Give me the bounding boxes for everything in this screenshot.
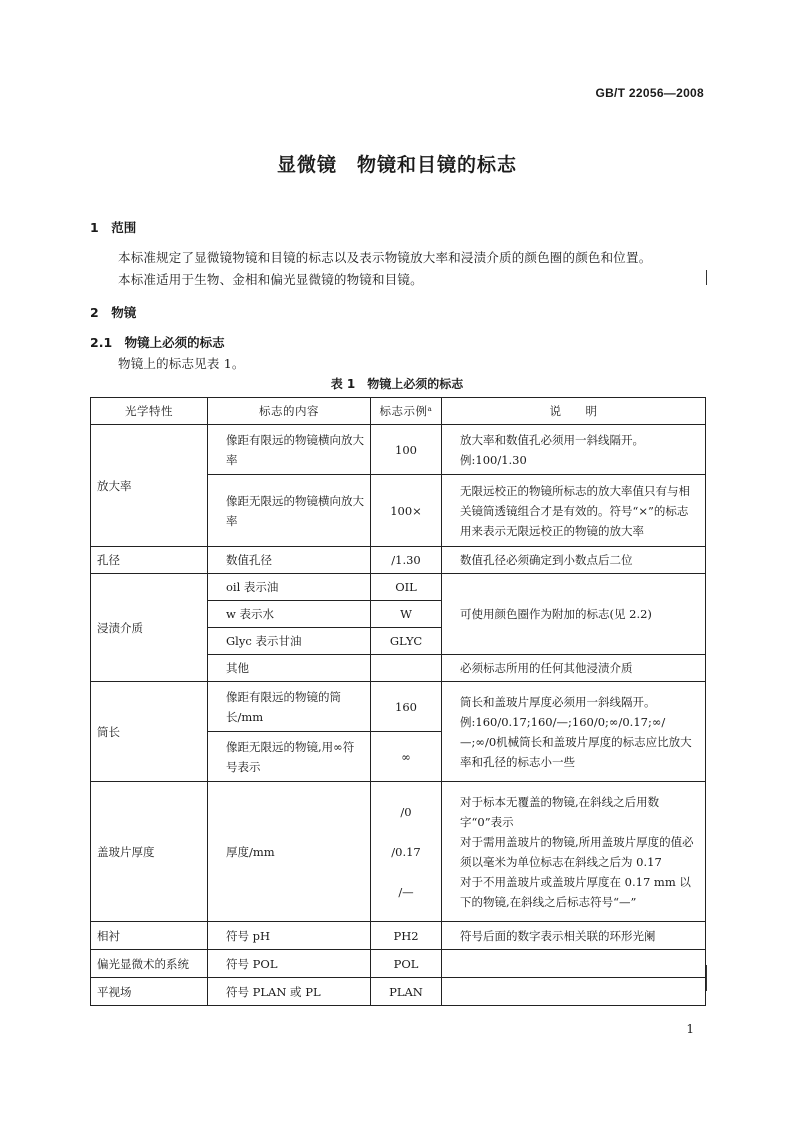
plan-field-description	[442, 978, 706, 1006]
section-1-paragraph-2: 本标准适用于生物、金相和偏光显微镜的物镜和目镜。	[118, 272, 423, 287]
header-marking-content: 标志的内容	[208, 398, 371, 425]
polarization-content: 符号 POL	[208, 950, 371, 978]
table-row	[91, 922, 706, 950]
phase-contrast-example: PH2	[371, 922, 442, 950]
section-1-heading: 1 范围	[90, 220, 137, 235]
magnification-finite-content: 像距有限远的物镜横向放大率	[208, 425, 371, 475]
table-row	[91, 547, 706, 574]
phase-contrast-content: 符号 pH	[208, 922, 371, 950]
immersion-description: 可使用颜色圈作为附加的标志(见 2.2)	[442, 574, 706, 655]
cover-glass-example-none: /0	[400, 804, 412, 819]
magnification-finite-example: 100	[371, 425, 442, 475]
aperture-label: 孔径	[91, 547, 208, 574]
polarization-label: 偏光显微术的系统	[91, 950, 208, 978]
tube-length-finite-content: 像距有限远的物镜的筒长/mm	[208, 682, 371, 732]
tube-length-finite-example: 160	[371, 682, 442, 732]
immersion-other-content: 其他	[208, 655, 371, 682]
change-bar	[706, 270, 707, 285]
section-2-1-paragraph: 物镜上的标志见表 1。	[118, 356, 245, 371]
cover-glass-examples	[371, 782, 442, 922]
phase-contrast-label: 相衬	[91, 922, 208, 950]
immersion-water-content: w 表示水	[208, 601, 371, 628]
polarization-example: POL	[371, 950, 442, 978]
tube-length-infinite-example: ∞	[371, 732, 442, 782]
magnification-finite-description	[442, 425, 706, 475]
table-header-row	[91, 398, 706, 425]
standard-number: GB/T 22056—2008	[595, 86, 704, 100]
cover-glass-description	[442, 782, 706, 922]
aperture-content: 数值孔径	[208, 547, 371, 574]
immersion-other-example	[371, 655, 442, 682]
table-row	[91, 978, 706, 1006]
magnification-infinite-description: 无限远校正的物镜所标志的放大率值只有与相关镜筒透镜组合才是有效的。符号“×”的标志用来表示无限远校正的物镜的放大率	[442, 475, 706, 547]
section-1-paragraph-1: 本标准规定了显微镜物镜和目镜的标志以及表示物镜放大率和浸渍介质的颜色圈的颜色和位置。	[118, 250, 652, 265]
cover-glass-example-dash: /—	[398, 884, 414, 899]
tube-length-infinite-content: 像距无限远的物镜,用∞符号表示	[208, 732, 371, 782]
cover-glass-description-3: 对于不用盖玻片或盖玻片厚度在 0.17 mm 以下的物镜,在斜线之后标志符号“—”	[460, 874, 691, 909]
table-row	[91, 782, 706, 922]
phase-contrast-description: 符号后面的数字表示相关联的环形光阑	[442, 922, 706, 950]
tube-length-label: 筒长	[91, 682, 208, 782]
immersion-water-example: W	[371, 601, 442, 628]
aperture-description: 数值孔径必须确定到小数点后二位	[442, 547, 706, 574]
table-row	[91, 682, 706, 732]
table-row	[91, 574, 706, 601]
section-2-1-heading: 2.1 物镜上必须的标志	[90, 335, 225, 350]
magnification-infinite-example: 100×	[371, 475, 442, 547]
tube-length-description: 筒长和盖玻片厚度必须用一斜线隔开。例:160/0.17;160/—;160/0;∞/0.17;∞/—;∞/0机械筒长和盖玻片厚度的标志应比放大率和孔径的标志小一些	[442, 682, 706, 782]
immersion-glycerin-content: Glyc 表示甘油	[208, 628, 371, 655]
plan-field-content: 符号 PLAN 或 PL	[208, 978, 371, 1006]
immersion-glycerin-example: GLYC	[371, 628, 442, 655]
magnification-label: 放大率	[91, 425, 208, 547]
change-bar-table	[706, 965, 707, 991]
table-row	[91, 425, 706, 475]
polarization-description	[442, 950, 706, 978]
plan-field-label: 平视场	[91, 978, 208, 1006]
immersion-label: 浸渍介质	[91, 574, 208, 682]
immersion-oil-content: oil 表示油	[208, 574, 371, 601]
page-number: 1	[686, 1022, 694, 1036]
cover-glass-content: 厚度/mm	[208, 782, 371, 922]
cover-glass-description-2: 对于需用盖玻片的物镜,所用盖玻片厚度的值必须以毫米为单位标志在斜线之后为 0.17	[460, 834, 694, 869]
header-marking-example: 标志示例ᵃ	[371, 398, 442, 425]
table-caption: 表 1 物镜上必须的标志	[330, 377, 464, 391]
aperture-example: /1.30	[371, 547, 442, 574]
cover-glass-description-1: 对于标本无覆盖的物镜,在斜线之后用数字“0”表示	[460, 794, 660, 829]
immersion-oil-example: OIL	[371, 574, 442, 601]
plan-field-example: PLAN	[371, 978, 442, 1006]
table-row	[91, 950, 706, 978]
section-2-heading: 2 物镜	[90, 305, 137, 320]
cover-glass-example-017: /0.17	[391, 844, 421, 859]
header-description: 说 明	[442, 398, 706, 425]
magnification-infinite-content: 像距无限远的物镜横向放大率	[208, 475, 371, 547]
header-optical-property: 光学特性	[91, 398, 208, 425]
cover-glass-label: 盖玻片厚度	[91, 782, 208, 922]
document-title: 显微镜 物镜和目镜的标志	[276, 154, 517, 176]
marking-table	[90, 397, 706, 1006]
magnification-finite-description-line1: 放大率和数值孔必须用一斜线隔开。	[460, 432, 644, 447]
immersion-other-description: 必须标志所用的任何其他浸渍介质	[442, 655, 706, 682]
magnification-finite-description-line2: 例:100/1.30	[460, 452, 527, 467]
